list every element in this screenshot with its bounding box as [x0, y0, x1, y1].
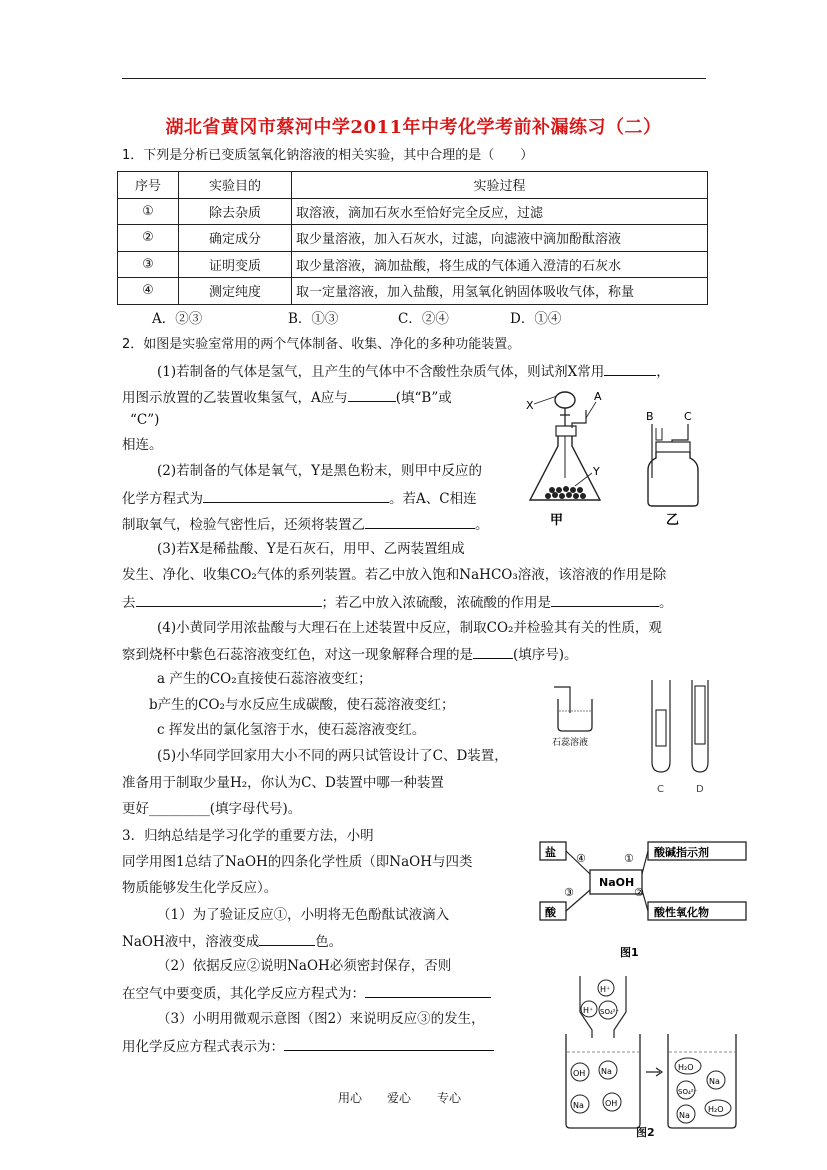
table-cell: 测定纯度 — [179, 278, 292, 305]
figure-1-naoh-properties — [536, 834, 758, 962]
label-c: C — [684, 410, 692, 423]
outlet-tube — [572, 410, 586, 428]
answer-blank[interactable] — [551, 592, 659, 607]
answer-blank[interactable] — [136, 592, 322, 607]
q1-stem: 1．下列是分析已变质氢氧化钠溶液的相关实验，其中合理的是（ ） — [122, 148, 534, 163]
table-cell: 除去杂质 — [179, 198, 292, 225]
outer-tube-c — [652, 680, 670, 772]
box-oxide-label: 酸性氧化物 — [654, 906, 709, 919]
tube-label-c: C — [657, 784, 664, 795]
q2-p5b: 准备用于制取少量H₂，你认为C、D装置中哪一种装置 — [122, 775, 444, 791]
footer-item: 用心 — [338, 1091, 363, 1105]
molecule-label: H₂O — [708, 1105, 724, 1114]
ion-label: Na — [709, 1077, 720, 1086]
table-cell: 证明变质 — [179, 251, 292, 278]
table-cell: ④ — [118, 278, 179, 305]
q2-p1a: (1)若制备的气体是氢气，且产生的气体中不含酸性杂质气体，则试剂X常用 ， — [157, 361, 670, 381]
q2-p1b-pre: 用图示放置的乙装置收集氢气，A应与 — [122, 390, 348, 406]
q2-p1d: 相连。 — [122, 437, 163, 453]
molecule-label: H₂O — [678, 1063, 694, 1072]
table-cell: 取少量溶液，滴加盐酸，将生成的气体通入澄清的石灰水 — [292, 251, 708, 278]
link-indicator — [642, 851, 648, 874]
q2-p4b-post: (填序号)。 — [513, 647, 578, 663]
ion-label: H⁺ — [600, 985, 611, 994]
figure-1-caption: 图1 — [620, 946, 639, 959]
label-a: A — [594, 390, 602, 403]
answer-blank[interactable] — [365, 514, 475, 529]
q3-p1a: （1）为了验证反应①，小明将无色酚酞试液滴入 — [157, 907, 450, 923]
q2-p2b — [122, 488, 477, 508]
answer-blank[interactable] — [203, 488, 389, 503]
gas-bottle — [648, 452, 698, 506]
table-cell: 确定成分 — [179, 225, 292, 252]
table-header: 序号 — [118, 172, 179, 199]
solid-y — [545, 486, 586, 499]
q1-option-d: D．①④ — [510, 311, 562, 327]
q3-p3a: （3）小明用微观示意图（图2）来说明反应③的发生， — [157, 1011, 485, 1027]
q3-p2a: （2）依据反应②说明NaOH必须密封保存，否则 — [157, 958, 452, 974]
table-header-row — [118, 172, 708, 199]
q1-table — [117, 171, 708, 305]
gas-apparatus-figure — [520, 378, 720, 528]
beaker-label: 石蕊溶液 — [552, 738, 589, 748]
label-leader-a — [586, 402, 596, 418]
litmus-beaker-figure — [548, 683, 608, 749]
q3-p1b-pre: NaOH液中，溶液变成 — [122, 934, 260, 950]
table-header: 实验过程 — [292, 172, 708, 199]
q2-p1c: “C”) — [130, 412, 160, 428]
q2-p2c-pre: 制取氧气，检验气密性后，还须将装置乙 — [122, 517, 365, 533]
ion-label: SO₄²⁻ — [678, 1088, 698, 1096]
table-cell: ③ — [118, 251, 179, 278]
q3-p2b — [122, 983, 491, 1003]
q2-p4b-pre: 察到烧杯中紫色石蕊溶液变红色，对这一现象解释合理的是 — [122, 647, 473, 663]
q2-p2c: 制取氧气，检验气密性后，还须将装置乙 。 — [122, 514, 489, 534]
table-cell: 取溶液，滴加石灰水至恰好完全反应，过滤 — [292, 198, 708, 225]
q3-p1b — [122, 931, 342, 951]
label-b: B — [646, 410, 654, 423]
table-header: 实验目的 — [179, 172, 292, 199]
table-cell: 取少量溶液，加入石灰水，过滤，向滤液中滴加酚酞溶液 — [292, 225, 708, 252]
answer-blank[interactable] — [604, 361, 656, 376]
q2-p2b-post: 。若A、C相连 — [389, 491, 477, 507]
q2-p2a: (2)若制备的气体是氧气，Y是黑色粉末，则甲中反应的 — [157, 463, 483, 479]
label-x: X — [526, 399, 534, 412]
q3-stem-b: 同学用图1总结了NaOH的四条化学性质（即NaOH与四类 — [122, 854, 473, 870]
answer-blank[interactable] — [473, 644, 513, 659]
q2-p4a: (4)小黄同学用浓盐酸与大理石在上述装置中反应，制取CO₂并检验其有关的性质，观 — [157, 620, 662, 636]
ion-label: Na — [601, 1067, 612, 1076]
q2-p5a: (5)小华同学回家用大小不同的两只试管设计了C、D装置， — [157, 748, 508, 764]
table-row — [118, 251, 708, 278]
q2-p4-opt-a: a 产生的CO₂直接使石蕊溶液变红； — [157, 671, 372, 687]
ion-label: Na — [679, 1111, 690, 1120]
q3-p2b-text: 在空气中要变质，其化学反应方程式为： — [122, 986, 365, 1002]
q3-stem-a: 3．归纳总结是学习化学的重要方法，小明 — [122, 828, 374, 844]
q2-p3a: (3)若X是稀盐酸、Y是石灰石，用甲、乙两装置组成 — [157, 541, 465, 557]
table-cell: ② — [118, 225, 179, 252]
q2-p2b-pre: 化学方程式为 — [122, 491, 203, 507]
header-rule — [122, 78, 706, 79]
arrow-num-4: ④ — [576, 852, 586, 865]
label-yi: 乙 — [666, 513, 680, 528]
figure-2-caption: 图2 — [636, 1126, 655, 1139]
inner-tube-d — [695, 686, 705, 744]
table-cell: 取一定量溶液，加入盐酸，用氢氧化钠固体吸收气体，称量 — [292, 278, 708, 305]
q2-p3c: 去 ；若乙中放入浓硫酸，浓硫酸的作用是 。 — [122, 592, 673, 612]
test-tubes-figure — [646, 676, 716, 798]
box-naoh-label: NaOH — [599, 876, 635, 889]
arrow-num-2: ② — [634, 886, 644, 899]
q2-stem: 2．如图是实验室常用的两个气体制备、收集、净化的多种功能装置。 — [122, 337, 521, 352]
box-acid-label: 酸 — [545, 906, 556, 919]
q2-p5c: 更好_________(填字母代号)。 — [122, 801, 302, 817]
q1-option-c: C．②④ — [398, 311, 449, 327]
tube-label-d: D — [696, 784, 704, 795]
q3-p1b-post: 色。 — [315, 934, 343, 950]
footer-item: 爱心 — [387, 1091, 412, 1105]
q2-p3c-mid: ；若乙中放入浓硫酸，浓硫酸的作用是 — [321, 595, 551, 611]
q3-p3b-text: 用化学反应方程式表示为： — [122, 1039, 284, 1055]
answer-blank[interactable] — [365, 983, 491, 998]
ion-label: Na — [573, 1101, 584, 1110]
label-leader-x — [534, 396, 557, 404]
q2-p3c-pre: 去 — [122, 595, 136, 611]
funnel-bulb — [555, 392, 575, 408]
inner-tube-c — [656, 710, 666, 746]
ion-label: SO₄²⁻ — [600, 1008, 620, 1016]
table-row — [118, 225, 708, 252]
ion-label: OH — [573, 1069, 586, 1078]
label-jia: 甲 — [550, 513, 564, 528]
figure-2-micro-diagram — [560, 972, 740, 1140]
flask-stopper — [556, 426, 576, 436]
q2-p4-opt-b: b产生的CO₂与水反应生成碳酸，使石蕊溶液变红； — [149, 697, 455, 713]
footer-item: 专心 — [437, 1091, 462, 1105]
delivery-tube — [554, 687, 570, 713]
q3-stem-c: 物质能够发生化学反应）。 — [122, 880, 278, 896]
q2-p1b-post: (填“B”或 — [395, 390, 452, 406]
answer-blank[interactable] — [348, 387, 396, 402]
box-indicator-label: 酸碱指示剂 — [654, 846, 709, 859]
table-row — [118, 278, 708, 305]
q2-p1b — [122, 387, 452, 407]
q2-p3b: 发生、净化、收集CO₂气体的系列装置。若乙中放入饱和NaHCO₃溶液，该溶液的作用是除 — [122, 567, 667, 583]
outer-tube-d — [692, 680, 708, 772]
answer-blank[interactable] — [259, 931, 315, 946]
ion-label: H⁺ — [583, 1006, 594, 1015]
answer-blank[interactable] — [284, 1036, 494, 1051]
arrow-num-1: ① — [624, 852, 634, 865]
q2-p1a-text: (1)若制备的气体是氢气，且产生的气体中不含酸性杂质气体，则试剂X常用 — [157, 364, 605, 380]
table-cell: ① — [118, 198, 179, 225]
tube-b-bend — [656, 428, 662, 440]
ion-label: OH — [605, 1099, 618, 1108]
box-salt-label: 盐 — [545, 846, 556, 859]
q2-p4b — [122, 644, 578, 664]
bottle-stopper — [656, 442, 690, 452]
reaction-arrow-icon — [646, 1068, 662, 1076]
arrow-num-3: ③ — [564, 886, 574, 899]
page-title: 湖北省黄冈市蔡河中学2011年中考化学考前补漏练习（二） — [165, 117, 662, 138]
q3-p3b — [122, 1036, 494, 1056]
table-row — [118, 198, 708, 225]
q1-option-b: B．①③ — [288, 311, 339, 327]
label-y: Y — [593, 465, 600, 478]
beaker — [558, 699, 592, 731]
q1-option-a: A．②③ — [152, 311, 203, 327]
q2-p4-opt-c: c 挥发出的氯化氢溶于水，使石蕊溶液变红。 — [157, 722, 426, 738]
